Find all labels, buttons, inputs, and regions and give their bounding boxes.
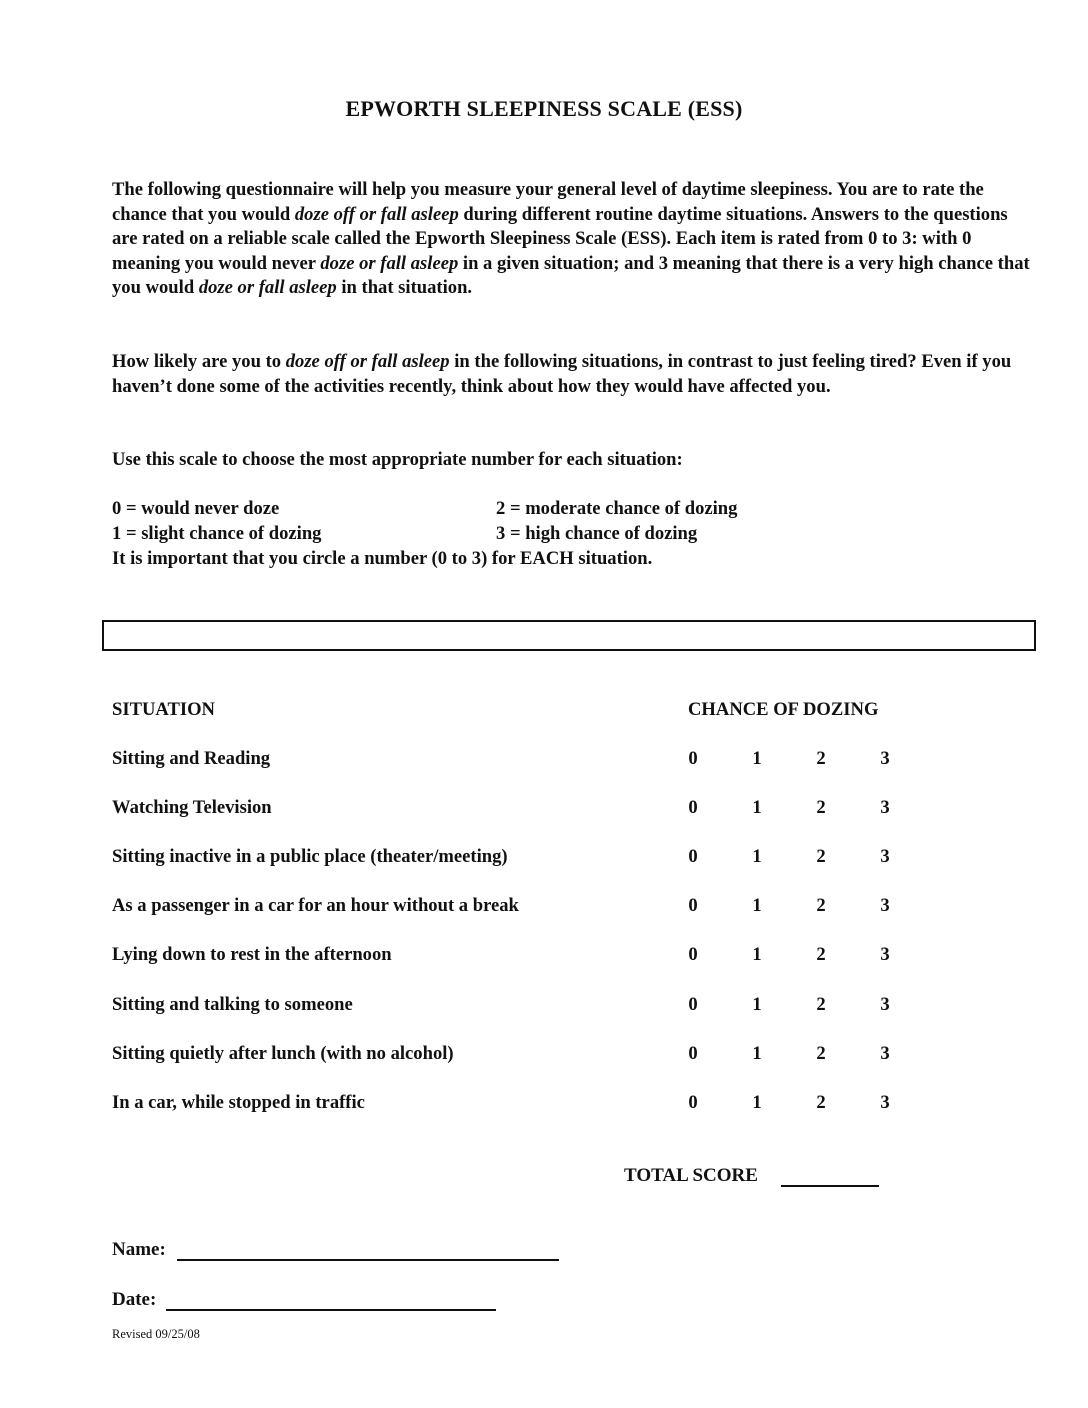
- choice-2[interactable]: 2: [816, 895, 826, 916]
- choice-1[interactable]: 1: [752, 1092, 762, 1113]
- choice-3[interactable]: 3: [880, 1092, 890, 1113]
- choice-2[interactable]: 2: [816, 994, 826, 1015]
- choice-3[interactable]: 3: [880, 994, 890, 1015]
- intro-paragraph: [112, 178, 1032, 301]
- situation-label: Sitting and Reading: [112, 748, 271, 769]
- instruction-paragraph: [112, 350, 1032, 399]
- chance-header: CHANCE OF DOZING: [688, 699, 879, 720]
- situation-label: Watching Television: [112, 797, 272, 818]
- choice-0[interactable]: 0: [688, 846, 698, 867]
- choice-0[interactable]: 0: [688, 1092, 698, 1113]
- situation-label: Lying down to rest in the afternoon: [112, 944, 392, 965]
- choice-3[interactable]: 3: [880, 748, 890, 769]
- situation-label: Sitting and talking to someone: [112, 994, 353, 1015]
- choice-0[interactable]: 0: [688, 944, 698, 965]
- choice-1[interactable]: 1: [752, 994, 762, 1015]
- emphasis-text: doze or fall asleep: [198, 277, 337, 299]
- choice-2[interactable]: 2: [816, 748, 826, 769]
- choice-0[interactable]: 0: [688, 994, 698, 1015]
- situation-label: Sitting quietly after lunch (with no alcohol): [112, 1043, 454, 1064]
- situation-label: As a passenger in a car for an hour without a break: [112, 895, 519, 916]
- total-score-label: TOTAL SCORE: [624, 1165, 758, 1186]
- choice-0[interactable]: 0: [688, 748, 698, 769]
- scale-instruction: Use this scale to choose the most appropriate number for each situation:: [112, 449, 683, 470]
- choice-2[interactable]: 2: [816, 1043, 826, 1064]
- choice-3[interactable]: 3: [880, 846, 890, 867]
- choice-1[interactable]: 1: [752, 846, 762, 867]
- name-line[interactable]: [177, 1259, 559, 1261]
- situation-label: Sitting inactive in a public place (theater/meeting): [112, 846, 508, 867]
- date-label: Date:: [112, 1289, 157, 1310]
- emphasis-text: doze off or fall asleep: [294, 203, 459, 225]
- choice-2[interactable]: 2: [816, 1092, 826, 1113]
- intro-text: in a given situation; and 3 meaning that there is a very high chance that you would: [112, 252, 1030, 299]
- choice-3[interactable]: 3: [880, 895, 890, 916]
- choice-1[interactable]: 1: [752, 944, 762, 965]
- scale-item-2: 2 = moderate chance of dozing: [496, 498, 738, 519]
- choice-1[interactable]: 1: [752, 748, 762, 769]
- revision-date: Revised 09/25/08: [112, 1327, 200, 1341]
- choice-0[interactable]: 0: [688, 895, 698, 916]
- total-score-line[interactable]: [781, 1185, 879, 1187]
- choice-1[interactable]: 1: [752, 797, 762, 818]
- scale-item-3: 3 = high chance of dozing: [496, 523, 698, 544]
- choice-1[interactable]: 1: [752, 1043, 762, 1064]
- scale-item-1: 1 = slight chance of dozing: [112, 523, 322, 544]
- name-label: Name:: [112, 1239, 166, 1260]
- instruction-text: in the following situations, in contrast to just feeling tired? Even if you haven’t done some of the activities recently, think about how they would have affected you.: [112, 351, 1012, 397]
- choice-1[interactable]: 1: [752, 895, 762, 916]
- choice-3[interactable]: 3: [880, 797, 890, 818]
- choice-2[interactable]: 2: [816, 797, 826, 818]
- situation-label: In a car, while stopped in traffic: [112, 1092, 365, 1113]
- choice-2[interactable]: 2: [816, 944, 826, 965]
- choice-2[interactable]: 2: [816, 846, 826, 867]
- choice-0[interactable]: 0: [688, 1043, 698, 1064]
- page-title: EPWORTH SLEEPINESS SCALE (ESS): [345, 96, 743, 121]
- instruction-text: How likely are you to: [112, 351, 286, 372]
- choice-3[interactable]: 3: [880, 1043, 890, 1064]
- choice-3[interactable]: 3: [880, 944, 890, 965]
- situation-header: SITUATION: [112, 699, 215, 720]
- date-line[interactable]: [166, 1309, 496, 1311]
- intro-text: during different routine daytime situations. Answers to the questions are rated on a reliable scale called the Epworth Sleepiness Scale (ESS). Each item is rated from 0 to 3: with 0 meaning you would never: [112, 203, 1008, 274]
- intro-text: The following questionnaire will help you measure your general level of daytime sleepiness. You are to rate the chance that you would: [112, 179, 984, 225]
- choice-0[interactable]: 0: [688, 797, 698, 818]
- intro-text: in that situation.: [336, 277, 473, 299]
- emphasis-text: doze off or fall asleep: [285, 351, 450, 372]
- blank-box: [102, 620, 1036, 651]
- scale-note: It is important that you circle a number (0 to 3) for EACH situation.: [112, 548, 653, 569]
- emphasis-text: doze or fall asleep: [320, 252, 459, 274]
- scale-item-0: 0 = would never doze: [112, 498, 280, 519]
